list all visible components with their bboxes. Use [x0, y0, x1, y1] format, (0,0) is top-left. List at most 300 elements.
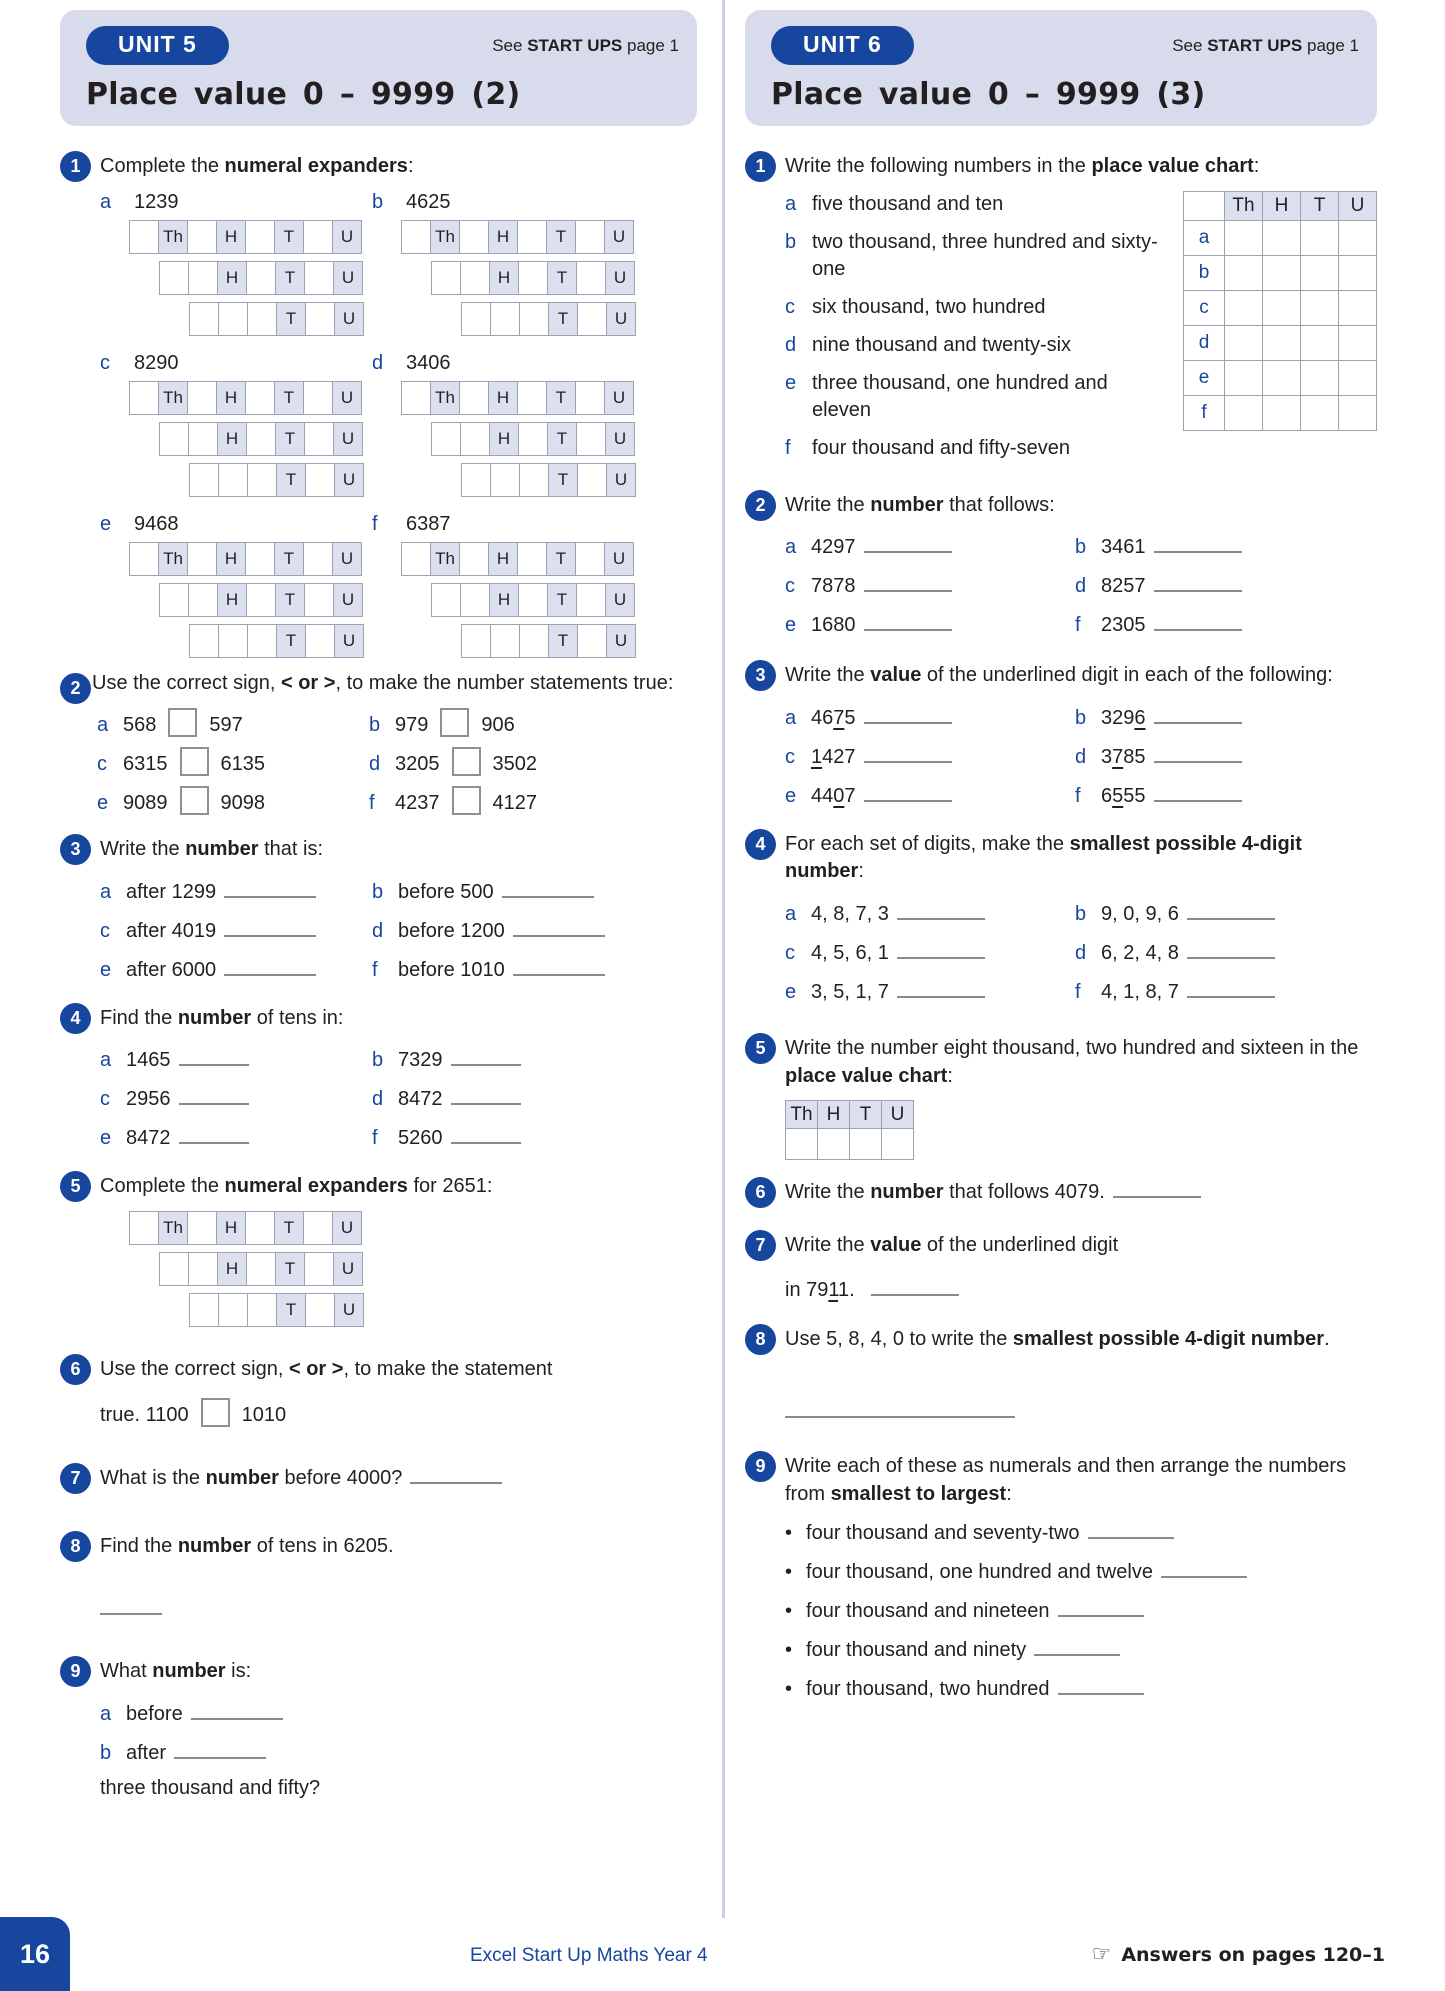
expander-label-cell: T [546, 381, 576, 415]
answer-blank[interactable] [1113, 1180, 1201, 1198]
expander-input-cell[interactable] [129, 381, 159, 415]
unit5-pill: UNIT 5 [86, 26, 229, 65]
expander-input-cell[interactable] [246, 261, 276, 295]
item-text: 9, 0, 9, 6 [1101, 902, 1179, 925]
question-number-badge: 5 [60, 1171, 91, 1202]
question-9 [60, 1655, 697, 1801]
bold-text-run: START UPS [527, 36, 623, 55]
sign-answer-box[interactable] [180, 786, 209, 815]
expander-input-cell[interactable] [519, 463, 549, 497]
expander-input-cell[interactable] [187, 381, 217, 415]
expander-input-cell[interactable] [576, 261, 606, 295]
answer-blank[interactable] [1154, 535, 1242, 553]
question-7 [60, 1462, 697, 1503]
expander-label-cell: U [605, 261, 635, 295]
answer-blank[interactable] [1154, 574, 1242, 592]
expander-input-cell[interactable] [460, 583, 490, 617]
answer-item-b [372, 1042, 697, 1078]
text-run: . [1324, 1328, 1330, 1351]
answer-blank[interactable] [1187, 902, 1275, 920]
item-text: 3461 [1101, 536, 1146, 559]
answer-item-c [785, 568, 1075, 604]
answer-blank[interactable] [864, 613, 952, 631]
item-text: four thousand and nineteen [806, 1600, 1050, 1623]
expander-input-cell[interactable] [577, 624, 607, 658]
item-letter: c [97, 753, 107, 776]
expander-input-cell[interactable] [431, 422, 461, 456]
chart-input-cell[interactable] [1263, 220, 1301, 255]
expander-input-cell[interactable] [246, 583, 276, 617]
question-number-badge: 1 [60, 151, 91, 182]
answer-blank[interactable] [864, 574, 952, 592]
question-prompt [785, 1179, 1377, 1207]
item-letter: d [372, 919, 384, 942]
chart-input-cell[interactable] [1225, 325, 1263, 360]
expander-input-cell[interactable] [401, 542, 431, 576]
number-left: 4237 [395, 792, 440, 815]
expander-input-cell[interactable] [129, 1211, 159, 1245]
answer-item-a [100, 874, 372, 910]
expander-input-cell[interactable] [490, 302, 520, 336]
expander-input-cell[interactable] [187, 542, 217, 576]
question-body [785, 659, 1377, 814]
answer-blank[interactable] [1154, 613, 1242, 631]
item-letter: d [369, 753, 381, 776]
chart-input-cell[interactable] [1339, 255, 1377, 290]
chart-input-cell[interactable] [1339, 395, 1377, 430]
chart-input-cell[interactable] [1301, 290, 1339, 325]
answer-blank[interactable] [513, 958, 605, 976]
expander-input-cell[interactable] [218, 1293, 248, 1327]
expander-label-cell: U [606, 624, 636, 658]
expander-label-cell: T [275, 1252, 305, 1286]
expander-input-cell[interactable] [461, 463, 491, 497]
expander-input-cell[interactable] [159, 583, 189, 617]
chart-row [1184, 220, 1377, 255]
answer-blank[interactable] [864, 745, 952, 763]
answer-item-c [100, 913, 372, 949]
expander-input-cell[interactable] [245, 381, 275, 415]
item-letter: a [785, 902, 797, 925]
answer-blank[interactable] [785, 1400, 1015, 1418]
expander-input-cell[interactable] [187, 220, 217, 254]
bullet-icon: • [785, 1678, 793, 1701]
underlined-digit: 1 [811, 745, 823, 768]
question-1 [60, 150, 697, 658]
bold-text-run: value [870, 1233, 922, 1256]
expander-label-cell: H [217, 583, 247, 617]
answer-blank[interactable] [224, 919, 316, 937]
expander-heading [372, 191, 697, 214]
chart-input-cell[interactable] [1301, 360, 1339, 395]
chart-input-cell[interactable] [1339, 290, 1377, 325]
expander-label-cell: T [275, 422, 305, 456]
answer-blank[interactable] [224, 958, 316, 976]
answer-blank[interactable] [179, 1048, 249, 1066]
question-8 [745, 1323, 1377, 1422]
bold-text-run: smallest possible 4-digit number [785, 832, 1302, 883]
bullet-item [785, 1596, 1377, 1627]
chart-input-cell[interactable] [786, 1129, 818, 1160]
expander-label-cell: H [488, 220, 518, 254]
sign-answer-box[interactable] [168, 708, 197, 737]
expander-input-cell[interactable] [461, 624, 491, 658]
number-right: 6135 [220, 753, 265, 776]
number-with-underline [811, 707, 856, 729]
expander-input-cell[interactable] [575, 381, 605, 415]
word-number-b [785, 229, 1171, 283]
text-run: 7 [844, 784, 856, 807]
expander-input-cell[interactable] [518, 422, 548, 456]
sign-answer-box[interactable] [201, 1398, 230, 1427]
item-text: after 1299 [126, 880, 217, 903]
question-4 [745, 828, 1377, 1010]
expander-input-cell[interactable] [246, 422, 276, 456]
answer-blank[interactable] [1154, 784, 1242, 802]
expander-input-cell[interactable] [246, 1252, 276, 1286]
answer-blank[interactable] [513, 919, 605, 937]
question-body [785, 1032, 1377, 1160]
answer-blank[interactable] [1154, 745, 1242, 763]
item-letter: f [372, 512, 378, 535]
expander-input-cell[interactable] [189, 463, 219, 497]
expanders-grid [100, 191, 697, 658]
question-number-badge: 1 [745, 151, 776, 182]
expander-input-cell[interactable] [460, 422, 490, 456]
expander-input-cell[interactable] [245, 220, 275, 254]
sign-answer-box[interactable] [440, 708, 469, 737]
answer-blank[interactable] [871, 1278, 959, 1296]
chart-input-cell[interactable] [1263, 325, 1301, 360]
item-letter: a [100, 880, 112, 903]
item-letter: c [785, 941, 795, 964]
item-letter: c [100, 1088, 110, 1111]
expander-input-cell[interactable] [189, 624, 219, 658]
answer-blank[interactable] [179, 1126, 249, 1144]
expander-input-cell[interactable] [304, 261, 334, 295]
expander-input-cell[interactable] [189, 302, 219, 336]
expander-input-cell[interactable] [188, 583, 218, 617]
bold-text-run: < or > [280, 671, 336, 694]
expander-input-cell[interactable] [304, 1252, 334, 1286]
text-run: Use the correct sign, [100, 1357, 289, 1380]
expander-input-cell[interactable] [247, 302, 277, 336]
chart-input-cell[interactable] [882, 1129, 914, 1160]
expander-label-cell: T [548, 624, 578, 658]
answer-blank[interactable] [174, 1741, 266, 1759]
expander-input-cell[interactable] [519, 624, 549, 658]
expander-label-cell: U [332, 381, 362, 415]
item-text: 7329 [398, 1049, 443, 1072]
chart-input-cell[interactable] [1301, 220, 1339, 255]
expander-label-cell: T [547, 583, 577, 617]
answer-blank[interactable] [1154, 706, 1242, 724]
expander-input-cell[interactable] [305, 302, 335, 336]
chart-input-cell[interactable] [850, 1129, 882, 1160]
item-letter: b [1075, 536, 1087, 559]
expander-number: 9468 [134, 512, 179, 535]
unit6-header [745, 10, 1377, 126]
expander-label-cell: H [488, 381, 518, 415]
expander-input-cell[interactable] [188, 1252, 218, 1286]
question-body [60, 670, 697, 822]
expander-input-cell[interactable] [518, 261, 548, 295]
expander-input-cell[interactable] [431, 261, 461, 295]
expander-label-cell: T [548, 463, 578, 497]
numeral-expander [130, 1211, 697, 1327]
answer-blank[interactable] [1058, 1677, 1144, 1695]
question-body [100, 1002, 697, 1157]
expander-input-cell[interactable] [129, 220, 159, 254]
expander-input-cell[interactable] [303, 381, 333, 415]
question-prompt [785, 1035, 1377, 1090]
bold-text-run: value [870, 664, 922, 687]
answer-pairs [785, 700, 1377, 814]
expander-input-cell[interactable] [459, 381, 489, 415]
expander-row [462, 463, 697, 497]
expander-input-cell[interactable] [189, 1293, 219, 1327]
expander-row [402, 220, 697, 254]
expander-input-cell[interactable] [518, 583, 548, 617]
answer-blank[interactable] [410, 1466, 502, 1484]
chart-input-cell[interactable] [1339, 360, 1377, 395]
item-text: 7878 [811, 575, 856, 598]
text-run: , to make the statement [343, 1357, 553, 1380]
item-text: 4, 1, 8, 7 [1101, 980, 1179, 1003]
expander-input-cell[interactable] [304, 583, 334, 617]
answer-blank[interactable] [191, 1702, 283, 1720]
expander-label-cell: T [274, 542, 304, 576]
answer-blank[interactable] [864, 535, 952, 553]
text-run: Complete the [100, 155, 225, 177]
expander-label-cell: Th [158, 381, 188, 415]
chart-header-row [786, 1101, 914, 1129]
number-with-underline [1101, 746, 1146, 768]
chart-input-cell[interactable] [1301, 255, 1339, 290]
expander-input-cell[interactable] [218, 624, 248, 658]
expander-input-cell[interactable] [517, 542, 547, 576]
bold-text-run: number [177, 1535, 252, 1558]
item-text: after 4019 [126, 919, 217, 942]
chart-header-cell: Th [786, 1101, 818, 1129]
expander-row [160, 583, 372, 617]
expander-input-cell[interactable] [576, 583, 606, 617]
expander-input-cell[interactable] [401, 381, 431, 415]
expander-input-cell[interactable] [218, 463, 248, 497]
answer-blank[interactable] [224, 880, 316, 898]
expander-input-cell[interactable] [159, 261, 189, 295]
underlined-digit: 7 [1112, 745, 1124, 768]
text-run: of tens in 6205. [251, 1535, 394, 1558]
question-body [100, 1462, 697, 1503]
chart-input-cell[interactable] [1225, 220, 1263, 255]
answer-blank[interactable] [897, 941, 985, 959]
expander-input-cell[interactable] [303, 220, 333, 254]
expander-input-cell[interactable] [459, 220, 489, 254]
chart-input-cell[interactable] [1225, 290, 1263, 325]
expander-input-cell[interactable] [460, 261, 490, 295]
expander-input-cell[interactable] [159, 1252, 189, 1286]
item-letter: e [100, 512, 112, 535]
expander-input-cell[interactable] [461, 302, 491, 336]
text-run: 85 [1123, 745, 1146, 768]
answer-blank[interactable] [451, 1087, 521, 1105]
chart-row-label: a [1184, 220, 1225, 255]
expander-row [160, 1252, 697, 1286]
expander-input-cell[interactable] [187, 1211, 217, 1245]
expander-input-cell[interactable] [517, 220, 547, 254]
answer-blank[interactable] [179, 1087, 249, 1105]
answer-blank[interactable] [897, 980, 985, 998]
number-left: 9089 [123, 792, 168, 815]
expander-label-cell: H [488, 542, 518, 576]
expander-input-cell[interactable] [577, 463, 607, 497]
question-prompt [100, 1356, 697, 1384]
question-prompt [100, 153, 697, 181]
item-text: four thousand and fifty-seven [812, 436, 1070, 459]
expander-input-cell[interactable] [245, 542, 275, 576]
question-body [785, 828, 1377, 1010]
place-value-chart [1183, 191, 1377, 431]
item-text: four thousand, one hundred and twelve [806, 1561, 1153, 1584]
chart-input-cell[interactable] [1225, 255, 1263, 290]
expander-input-cell[interactable] [188, 422, 218, 456]
chart-input-cell[interactable] [1225, 395, 1263, 430]
question-body [100, 1170, 697, 1327]
expander-input-cell[interactable] [519, 302, 549, 336]
answer-blank[interactable] [451, 1048, 521, 1066]
answer-blank[interactable] [1187, 941, 1275, 959]
expander-input-cell[interactable] [218, 302, 248, 336]
answer-item-c [97, 746, 369, 782]
number-with-underline [811, 746, 856, 768]
expander-input-cell[interactable] [188, 261, 218, 295]
unit6-column [735, 10, 1377, 1729]
chart-input-cell[interactable] [1301, 325, 1339, 360]
expander-input-cell[interactable] [431, 583, 461, 617]
answer-blank[interactable] [864, 784, 952, 802]
expander-label-cell: U [605, 422, 635, 456]
expander-input-cell[interactable] [575, 220, 605, 254]
chart-input-cell[interactable] [1263, 395, 1301, 430]
answer-blank[interactable] [451, 1126, 521, 1144]
answer-blank[interactable] [1034, 1638, 1120, 1656]
expander-row [462, 302, 697, 336]
text-run: Write the [785, 1233, 871, 1256]
expander-label-cell: T [276, 302, 306, 336]
answer-blank[interactable] [864, 706, 952, 724]
chart-input-cell[interactable] [1263, 255, 1301, 290]
expander-label-cell: T [274, 381, 304, 415]
bullet-icon: • [785, 1639, 793, 1662]
sign-answer-box[interactable] [180, 747, 209, 776]
item-letter: e [785, 784, 797, 807]
expander-label-cell: U [333, 261, 363, 295]
expander-label-cell: T [276, 624, 306, 658]
answer-item-b [369, 707, 697, 743]
answer-blank[interactable] [1058, 1599, 1144, 1617]
expander-label-cell: Th [430, 542, 460, 576]
expander-input-cell[interactable] [575, 542, 605, 576]
text-run: 44 [811, 784, 834, 807]
answer-pairs [785, 896, 1377, 1010]
expander-input-cell[interactable] [305, 624, 335, 658]
chart-input-cell[interactable] [818, 1129, 850, 1160]
bold-text-run: numeral expanders [224, 1175, 408, 1198]
expander-input-cell[interactable] [303, 1211, 333, 1245]
answer-blank[interactable] [502, 880, 594, 898]
underlined-digit: 1 [828, 1279, 839, 1302]
text-run: : [858, 860, 864, 883]
item-letter: f [1075, 614, 1081, 637]
question-prompt [785, 1453, 1377, 1508]
sign-answer-box[interactable] [452, 747, 481, 776]
expander-input-cell[interactable] [517, 381, 547, 415]
sign-answer-box[interactable] [452, 786, 481, 815]
expander-input-cell[interactable] [490, 463, 520, 497]
answer-blank[interactable] [1161, 1560, 1247, 1578]
item-letter: d [1075, 575, 1087, 598]
expander-input-cell[interactable] [577, 302, 607, 336]
item-text: four thousand and ninety [806, 1639, 1027, 1662]
expander-label-cell: U [334, 624, 364, 658]
expander-row [130, 1211, 697, 1245]
chart-input-cell[interactable] [1225, 360, 1263, 395]
item-letter: c [100, 919, 110, 942]
chart-input-cell[interactable] [1263, 360, 1301, 395]
answer-blank[interactable] [100, 1597, 162, 1615]
expander-label-cell: U [332, 1211, 362, 1245]
expander-label-cell: H [489, 583, 519, 617]
text-run: : [1253, 155, 1260, 177]
expander-label-cell: H [217, 261, 247, 295]
answer-blank[interactable] [1187, 980, 1275, 998]
expander-input-cell[interactable] [305, 463, 335, 497]
expander-input-cell[interactable] [305, 1293, 335, 1327]
expander-input-cell[interactable] [490, 624, 520, 658]
answer-item-e [785, 607, 1075, 643]
chart-corner-cell [1184, 191, 1225, 220]
expander-input-cell[interactable] [247, 463, 277, 497]
question-number-badge: 3 [745, 660, 776, 691]
text-run: : [407, 155, 414, 177]
answer-blank[interactable] [897, 902, 985, 920]
item-letter: c [785, 295, 795, 318]
text-run: page 1 [1302, 36, 1359, 55]
expander-input-cell[interactable] [247, 624, 277, 658]
item-letter: c [785, 575, 795, 598]
chart-input-cell[interactable] [1339, 220, 1377, 255]
expander-input-cell[interactable] [304, 422, 334, 456]
expander-input-cell[interactable] [401, 220, 431, 254]
expander-input-cell[interactable] [129, 542, 159, 576]
chart-input-cell[interactable] [1339, 325, 1377, 360]
expander-number: 8290 [134, 351, 179, 374]
chart-input-cell[interactable] [1263, 290, 1301, 325]
expander-input-cell[interactable] [159, 422, 189, 456]
expander-input-cell[interactable] [247, 1293, 277, 1327]
answer-pairs [100, 1042, 697, 1156]
answer-blank[interactable] [1088, 1521, 1174, 1539]
answer-line [100, 1597, 697, 1619]
item-letter: b [100, 1742, 112, 1765]
expander-input-cell[interactable] [303, 542, 333, 576]
chart-input-cell[interactable] [1301, 395, 1339, 430]
bold-text-run: number [177, 1006, 252, 1029]
expander-input-cell[interactable] [576, 422, 606, 456]
expander-input-cell[interactable] [245, 1211, 275, 1245]
expander-input-cell[interactable] [459, 542, 489, 576]
